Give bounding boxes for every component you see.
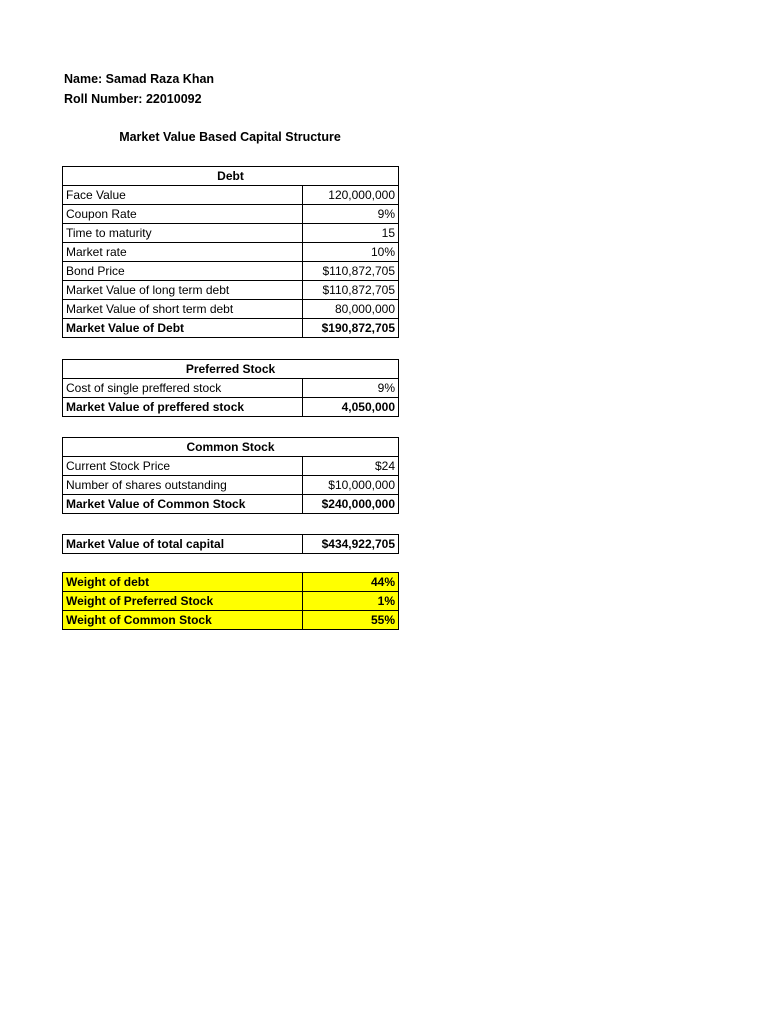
row-value: 9%: [303, 205, 399, 224]
row-label: Weight of Common Stock: [63, 611, 303, 630]
row-value: 55%: [303, 611, 399, 630]
row-label: Cost of single preffered stock: [63, 379, 303, 398]
table-row: [63, 224, 399, 243]
row-label: Market Value of long term debt: [63, 281, 303, 300]
total-capital-table: [62, 534, 399, 554]
preferred-heading: Preferred Stock: [63, 360, 399, 379]
row-label: Market Value of preffered stock: [63, 398, 303, 417]
row-label: Weight of Preferred Stock: [63, 592, 303, 611]
row-value: 4,050,000: [303, 398, 399, 417]
common-stock-table: [62, 437, 399, 514]
table-row: [63, 592, 399, 611]
table-row: [63, 300, 399, 319]
row-label: Market rate: [63, 243, 303, 262]
table-row: [63, 398, 399, 417]
table-row: [63, 457, 399, 476]
table-row: [63, 281, 399, 300]
table-row: [63, 243, 399, 262]
row-label: Bond Price: [63, 262, 303, 281]
debt-table: [62, 166, 399, 338]
row-value: 120,000,000: [303, 186, 399, 205]
row-value: 1%: [303, 592, 399, 611]
table-row: [63, 186, 399, 205]
debt-heading: Debt: [63, 167, 399, 186]
row-value: 80,000,000: [303, 300, 399, 319]
row-label: Market Value of Debt: [63, 319, 303, 338]
table-row: [63, 319, 399, 338]
common-heading: Common Stock: [63, 438, 399, 457]
row-label: Coupon Rate: [63, 205, 303, 224]
row-value: 15: [303, 224, 399, 243]
document-title: Market Value Based Capital Structure: [119, 130, 341, 144]
row-value: $110,872,705: [303, 281, 399, 300]
table-row: [63, 535, 399, 554]
row-label: Weight of debt: [63, 573, 303, 592]
row-value: $24: [303, 457, 399, 476]
table-row: [63, 573, 399, 592]
table-row: [63, 205, 399, 224]
row-value: $434,922,705: [303, 535, 399, 554]
roll-number: Roll Number: 22010092: [64, 92, 202, 106]
row-value: 9%: [303, 379, 399, 398]
preferred-stock-table: [62, 359, 399, 417]
row-label: Number of shares outstanding: [63, 476, 303, 495]
row-value: $110,872,705: [303, 262, 399, 281]
row-value: $190,872,705: [303, 319, 399, 338]
row-label: Market Value of Common Stock: [63, 495, 303, 514]
row-label: Face Value: [63, 186, 303, 205]
student-name: Name: Samad Raza Khan: [64, 72, 215, 86]
row-value: $240,000,000: [303, 495, 399, 514]
row-value: 10%: [303, 243, 399, 262]
row-label: Market Value of short term debt: [63, 300, 303, 319]
row-label: Current Stock Price: [63, 457, 303, 476]
table-row: [63, 611, 399, 630]
row-value: $10,000,000: [303, 476, 399, 495]
row-value: 44%: [303, 573, 399, 592]
row-label: Market Value of total capital: [63, 535, 303, 554]
weights-table: [62, 572, 399, 630]
table-row: [63, 379, 399, 398]
table-row: [63, 476, 399, 495]
row-label: Time to maturity: [63, 224, 303, 243]
table-row: [63, 495, 399, 514]
table-row: [63, 262, 399, 281]
